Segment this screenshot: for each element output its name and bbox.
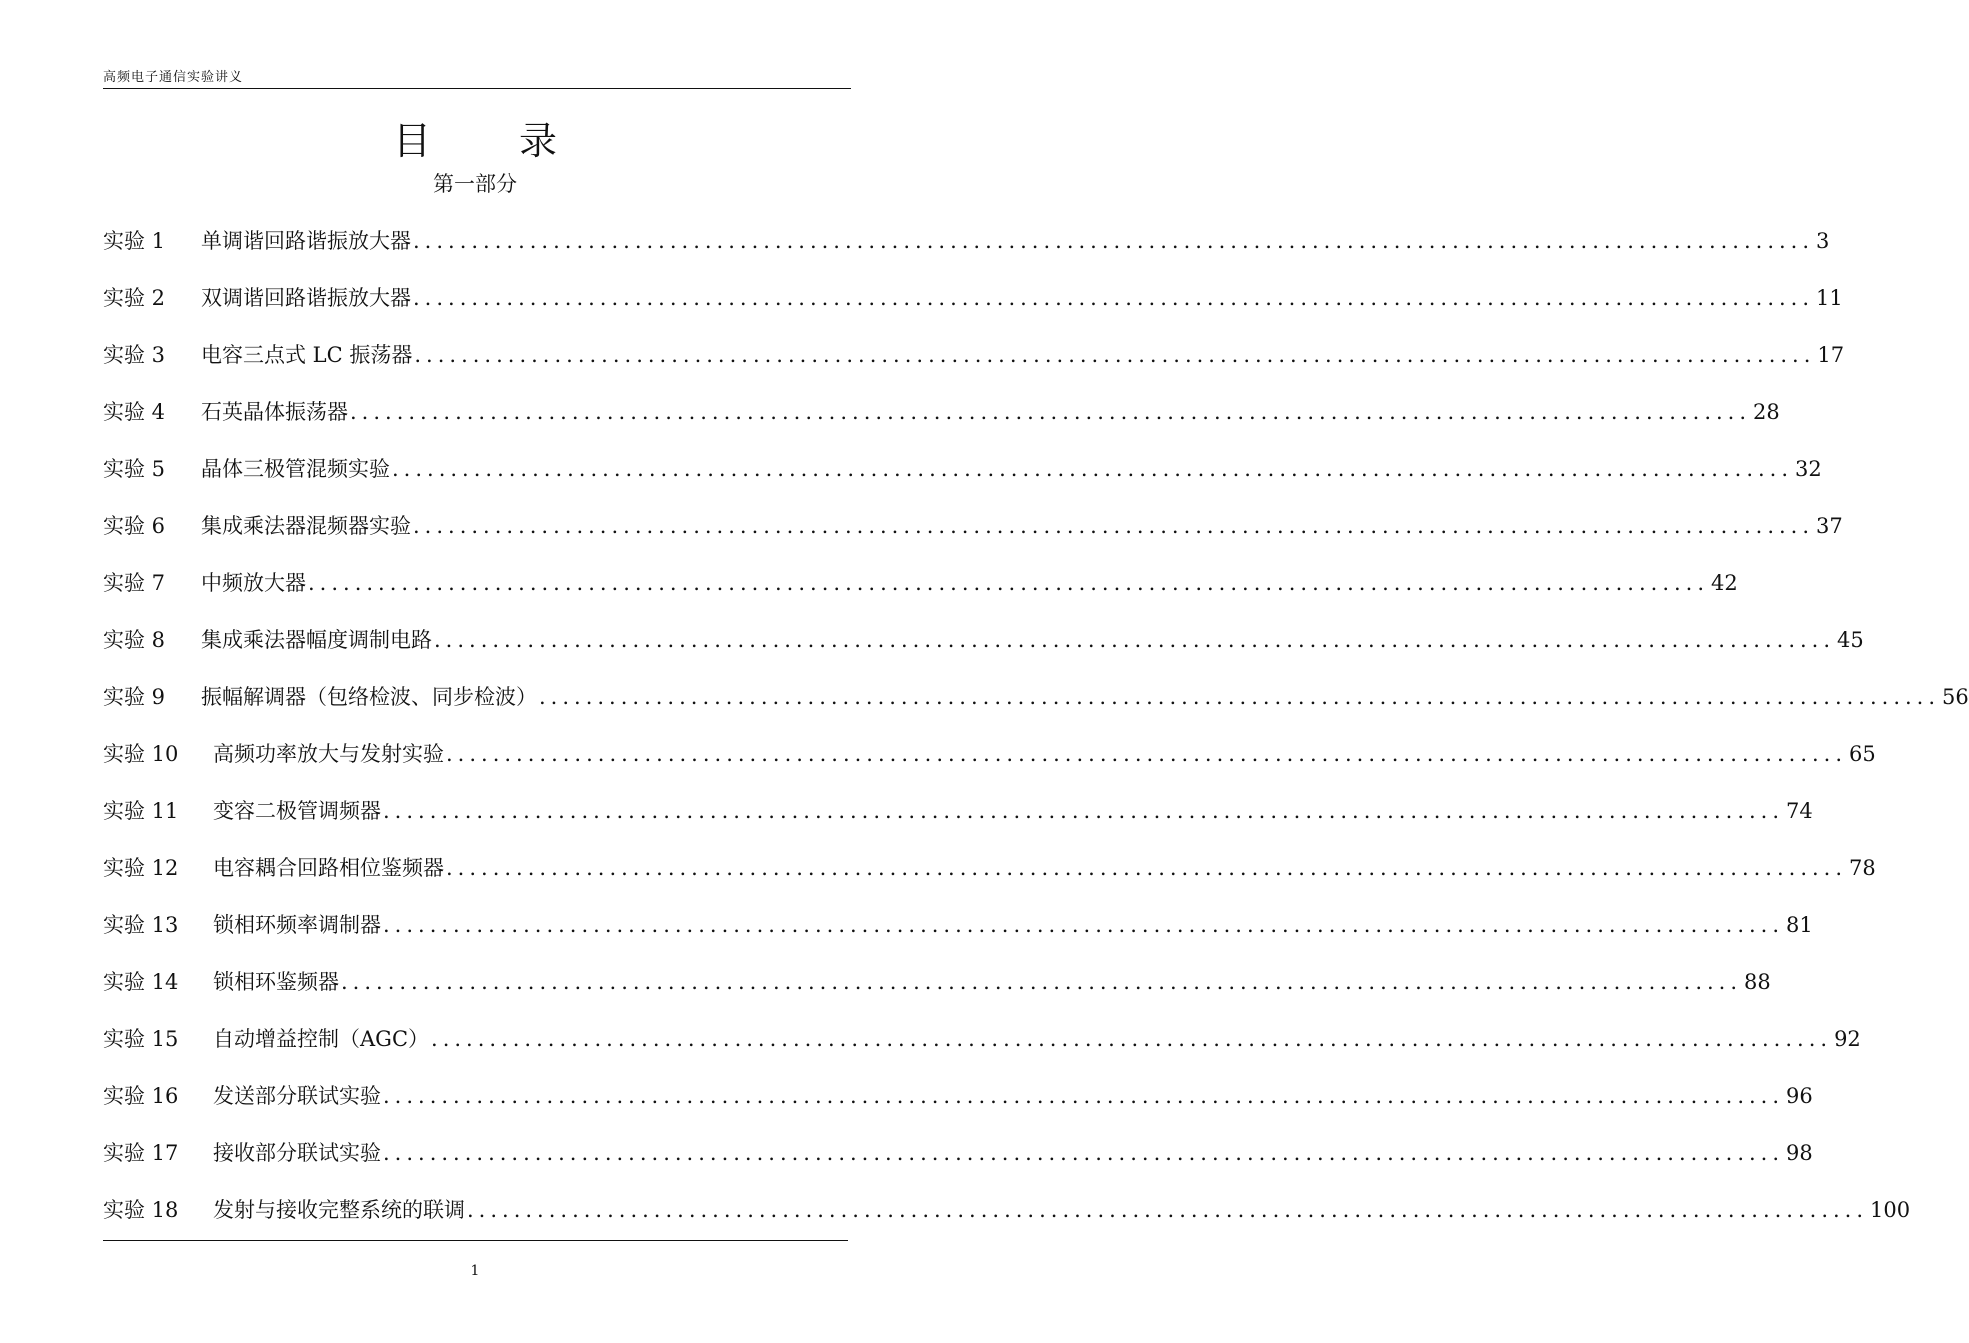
footer-rule xyxy=(103,1240,848,1241)
toc-entry-title: 石英晶体振荡器 xyxy=(201,400,348,424)
toc-dot-leader: ........................................................................................................................ xyxy=(414,343,1816,367)
toc-entry-page: 11 xyxy=(1816,286,1843,310)
toc-list xyxy=(103,226,1969,1252)
toc-entry-page: 96 xyxy=(1786,1084,1813,1108)
toc-entry-page: 81 xyxy=(1786,913,1813,937)
toc-entry-page: 74 xyxy=(1786,799,1813,823)
toc-entry-title: 双调谐回路谐振放大器 xyxy=(201,286,411,310)
toc-entry-number: 实验 5 xyxy=(103,457,166,481)
toc-entry-number: 实验 10 xyxy=(103,742,179,766)
toc-entry-page: 92 xyxy=(1834,1027,1861,1051)
toc-dot-leader: ........................................................................................................................ xyxy=(383,1084,1785,1108)
toc-dot-leader: ........................................................................................................................ xyxy=(446,856,1848,880)
toc-entry-number: 实验 3 xyxy=(103,343,166,367)
toc-entry[interactable] xyxy=(103,397,1780,454)
toc-dot-leader: ........................................................................................................................ xyxy=(350,400,1752,424)
toc-dot-leader: ........................................................................................................................ xyxy=(446,742,1848,766)
toc-entry-page: 78 xyxy=(1849,856,1876,880)
toc-dot-leader: ........................................................................................................................ xyxy=(413,229,1815,253)
toc-entry[interactable] xyxy=(103,340,1845,397)
toc-entry[interactable] xyxy=(103,283,1843,340)
toc-entry-number: 实验 16 xyxy=(103,1084,179,1108)
toc-entry-page: 42 xyxy=(1711,571,1738,595)
toc-entry[interactable] xyxy=(103,796,1813,853)
section-title: 第一部分 xyxy=(433,172,517,196)
toc-entry-page: 37 xyxy=(1816,514,1843,538)
toc-entry[interactable] xyxy=(103,910,1813,967)
toc-entry[interactable] xyxy=(103,739,1876,796)
toc-dot-leader: ........................................................................................................................ xyxy=(383,799,1785,823)
toc-dot-leader: ........................................................................................................................ xyxy=(392,457,1794,481)
toc-dot-leader: ........................................................................................................................ xyxy=(431,1027,1833,1051)
header-rule xyxy=(103,88,851,89)
toc-entry-number: 实验 11 xyxy=(103,799,179,823)
toc-dot-leader: ........................................................................................................................ xyxy=(383,1141,1785,1165)
toc-entry-number: 实验 15 xyxy=(103,1027,179,1051)
toc-entry-page: 100 xyxy=(1870,1198,1911,1222)
toc-entry-page: 17 xyxy=(1817,343,1845,367)
toc-entry-number: 实验 4 xyxy=(103,400,166,424)
toc-entry-title: 发射与接收完整系统的联调 xyxy=(213,1198,465,1222)
toc-entry[interactable] xyxy=(103,1024,1861,1081)
toc-entry-number: 实验 12 xyxy=(103,856,179,880)
toc-entry-title: 电容三点式 LC 振荡器 xyxy=(201,343,413,367)
toc-entry-title: 锁相环鉴频器 xyxy=(213,970,339,994)
toc-entry-title: 集成乘法器幅度调制电路 xyxy=(201,628,432,652)
toc-entry-title: 高频功率放大与发射实验 xyxy=(213,742,444,766)
toc-entry-title: 振幅解调器（包络检波、同步检波） xyxy=(201,685,537,709)
toc-entry-title: 电容耦合回路相位鉴频器 xyxy=(213,856,444,880)
toc-entry[interactable] xyxy=(103,226,1830,283)
toc-entry-number: 实验 17 xyxy=(103,1141,179,1165)
toc-entry[interactable] xyxy=(103,1195,1911,1252)
toc-entry-title: 变容二极管调频器 xyxy=(213,799,381,823)
toc-entry-number: 实验 18 xyxy=(103,1198,179,1222)
toc-entry-page: 3 xyxy=(1816,229,1830,253)
toc-entry-number: 实验 1 xyxy=(103,229,166,253)
toc-entry-page: 45 xyxy=(1837,628,1864,652)
running-header: 高频电子通信实验讲义 xyxy=(103,70,244,85)
toc-dot-leader: ........................................................................................................................ xyxy=(434,628,1836,652)
toc-entry-title: 集成乘法器混频器实验 xyxy=(201,514,411,538)
toc-entry[interactable] xyxy=(103,568,1738,625)
toc-entry-page: 88 xyxy=(1744,970,1771,994)
toc-entry-title: 单调谐回路谐振放大器 xyxy=(201,229,411,253)
toc-entry-number: 实验 9 xyxy=(103,685,166,709)
toc-entry[interactable] xyxy=(103,511,1843,568)
toc-entry[interactable] xyxy=(103,1138,1813,1195)
toc-entry-page: 28 xyxy=(1753,400,1780,424)
toc-entry-number: 实验 14 xyxy=(103,970,179,994)
toc-dot-leader: ........................................................................................................................ xyxy=(413,286,1815,310)
toc-entry-title: 晶体三极管混频实验 xyxy=(201,457,390,481)
toc-entry[interactable] xyxy=(103,967,1771,1024)
toc-dot-leader: ........................................................................................................................ xyxy=(383,913,1785,937)
toc-entry-title: 锁相环频率调制器 xyxy=(213,913,381,937)
toc-entry-page: 65 xyxy=(1849,742,1876,766)
toc-dot-leader: ........................................................................................................................ xyxy=(539,685,1941,709)
toc-dot-leader: ........................................................................................................................ xyxy=(308,571,1710,595)
toc-entry[interactable] xyxy=(103,454,1822,511)
toc-entry-number: 实验 8 xyxy=(103,628,166,652)
toc-entry[interactable] xyxy=(103,1081,1813,1138)
page-title: 目 录 xyxy=(392,119,596,164)
toc-entry-number: 实验 7 xyxy=(103,571,166,595)
toc-entry-number: 实验 13 xyxy=(103,913,179,937)
toc-entry-page: 56 xyxy=(1942,685,1969,709)
toc-entry-number: 实验 2 xyxy=(103,286,166,310)
toc-entry-title: 自动增益控制（AGC） xyxy=(213,1027,430,1051)
toc-entry-title: 发送部分联试实验 xyxy=(213,1084,381,1108)
toc-entry[interactable] xyxy=(103,625,1864,682)
toc-entry-page: 98 xyxy=(1786,1141,1813,1165)
toc-dot-leader: ........................................................................................................................ xyxy=(467,1198,1869,1222)
toc-entry[interactable] xyxy=(103,682,1969,739)
toc-entry-title: 中频放大器 xyxy=(201,571,306,595)
toc-entry-page: 32 xyxy=(1795,457,1822,481)
toc-entry-title: 接收部分联试实验 xyxy=(213,1141,381,1165)
toc-dot-leader: ........................................................................................................................ xyxy=(341,970,1743,994)
toc-entry-number: 实验 6 xyxy=(103,514,166,538)
page-number: 1 xyxy=(470,1263,480,1279)
toc-dot-leader: ........................................................................................................................ xyxy=(413,514,1815,538)
toc-entry[interactable] xyxy=(103,853,1876,910)
